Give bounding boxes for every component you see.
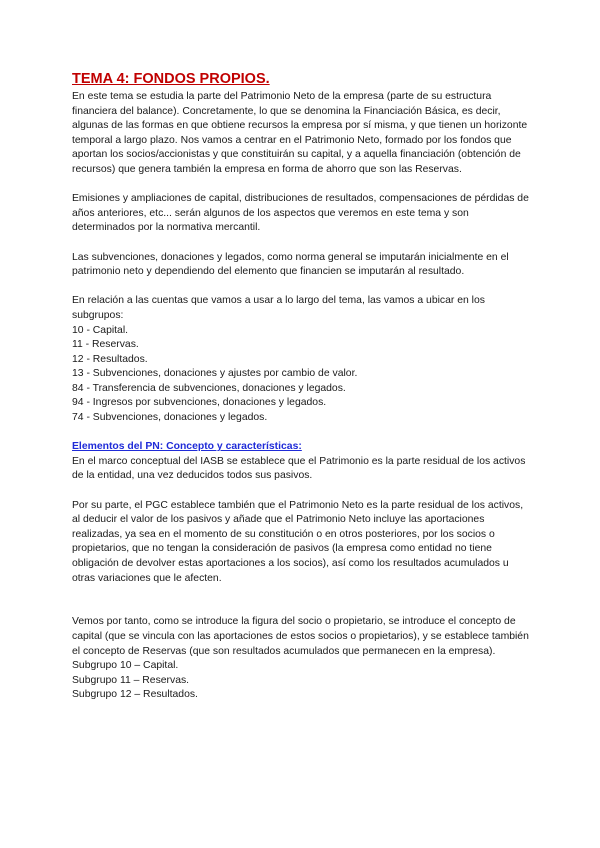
document-page: [72, 70, 532, 703]
intro-paragraph: En este tema se estudia la parte del Patrimonio Neto de la empresa (parte de su estructura financiera del balance). Concretamente, lo que se denomina la Financiación Básica, es decir, algunas de las formas en que obtiene recursos la empresa por sí misma, y que tienen un horizonte temporal a largo plazo. Nos vamos a centrar en el Patrimonio Neto, formado por los fondos que aportan los socios/accionistas y que constituirán su capital, y a aquella financiación (obtención de recursos) que genera también la empresa en forma de ahorro que son las Reservas.: [72, 91, 528, 175]
list-item: 11 - Reservas.: [72, 339, 139, 351]
spacer: [72, 601, 532, 616]
paragraph-summary: Vemos por tanto, como se introduce la figura del socio o propietario, se introduce el concepto de capital (que se vincula con las aportaciones de estos socios o propietarios), y se establece también el concepto de Reservas (que son resultados acumulados que permanecen en la empresa).: [72, 616, 529, 657]
section-heading: Elementos del PN: Concepto y características:: [72, 441, 302, 453]
paragraph-capital-operations: Emisiones y ampliaciones de capital, distribuciones de resultados, compensaciones de pérdidas de años anteriores, etc... serán algunos de los aspectos que veremos en este tema y son determinados por la normativa mercantil.: [72, 193, 529, 234]
document-title: TEMA 4: FONDOS PROPIOS.: [72, 71, 270, 87]
list-item: 84 - Transferencia de subvenciones, donaciones y legados.: [72, 382, 346, 394]
list-item: Subgrupo 11 – Reservas.: [72, 674, 190, 686]
spacer: [72, 484, 532, 499]
subgroup-list: [72, 324, 532, 426]
final-subgroup-list: [72, 659, 532, 703]
paragraph-subsidies: Las subvenciones, donaciones y legados, como norma general se imputarán inicialmente en el patrimonio neto y dependiendo del elemento que financien se imputarán al resultado.: [72, 251, 509, 278]
paragraph-pgc: Por su parte, el PGC establece también que el Patrimonio Neto es la parte residual de los activos, al deducir el valor de los pasivos y añade que el Patrimonio Neto incluye las aportaciones realizadas, ya sea en el momento de su constitución o en otros posteriores, por los socios o propietarios, que no tengan la consideración de pasivos (la empresa como entidad no tiene obligación de devolver estas aportaciones a los socios), así como los resultados acumulados u otras variaciones que le afecten.: [72, 499, 524, 584]
list-item: Subgrupo 10 – Capital.: [72, 660, 179, 672]
list-item: 74 - Subvenciones, donaciones y legados.: [72, 412, 268, 424]
spacer: [72, 280, 532, 295]
spacer: [72, 426, 532, 441]
spacer: [72, 236, 532, 251]
list-item: 12 - Resultados.: [72, 353, 148, 365]
paragraph-accounts-intro: En relación a las cuentas que vamos a usar a lo largo del tema, las vamos a ubicar en los subgrupos:: [72, 295, 485, 321]
paragraph-iasb: En el marco conceptual del IASB se establece que el Patrimonio es la parte residual de los activos de la entidad, una vez deducidos todos sus pasivos.: [72, 455, 526, 482]
list-item: 13 - Subvenciones, donaciones y ajustes por cambio de valor.: [72, 368, 358, 380]
spacer: [72, 178, 532, 193]
spacer: [72, 586, 532, 601]
list-item: 10 - Capital.: [72, 324, 129, 336]
list-item: 94 - Ingresos por subvenciones, donaciones y legados.: [72, 397, 327, 409]
list-item: Subgrupo 12 – Resultados.: [72, 689, 198, 701]
